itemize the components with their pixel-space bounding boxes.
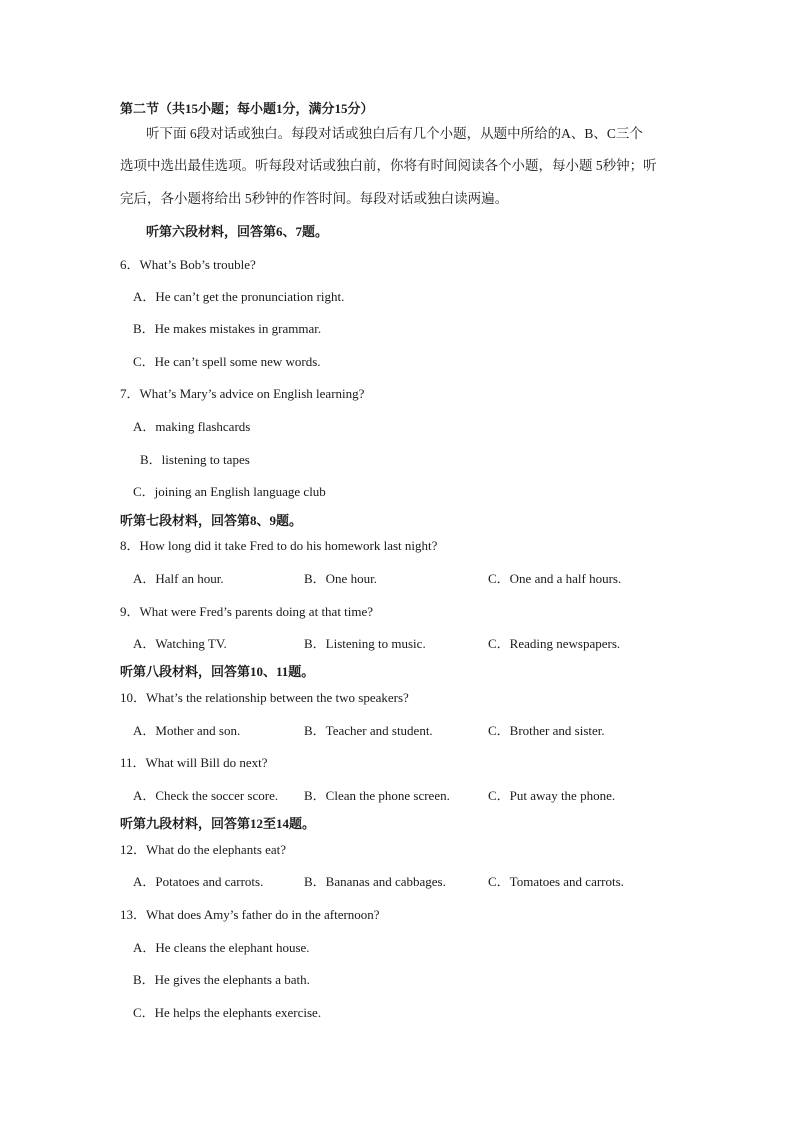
question-13-stem: 13．What does Amy’s father do in the afternoon? <box>120 907 380 922</box>
question-6-option-c: C．He can’t spell some new words. <box>133 354 321 369</box>
question-9-option-a: A．Watching TV. <box>133 636 227 651</box>
question-6-option-a: A．He can’t get the pronunciation right. <box>133 289 345 304</box>
question-10-option-a: A．Mother and son. <box>133 723 241 738</box>
question-12-option-c: C．Tomatoes and carrots. <box>488 874 624 889</box>
question-11-option-c: C．Put away the phone. <box>488 788 616 803</box>
question-7-option-b: B．listening to tapes <box>140 452 250 467</box>
instruction-line-1: 听下面 6段对话或独白。每段对话或独白后有几个小题，从题中所给的A、B、C三个 <box>146 126 643 141</box>
question-11-option-a: A．Check the soccer score. <box>133 788 279 803</box>
question-10-option-b: B．Teacher and student. <box>304 723 433 738</box>
question-12-stem: 12．What do the elephants eat? <box>120 842 287 857</box>
question-7-option-c: C．joining an English language club <box>133 484 326 499</box>
question-7-option-a: A．making flashcards <box>133 419 251 434</box>
question-11-option-b: B．Clean the phone screen. <box>304 788 450 803</box>
question-9-stem: 9．What were Fred’s parents doing at that time? <box>120 604 374 619</box>
question-10-stem: 10．What’s the relationship between the two speakers? <box>120 690 409 705</box>
question-9-option-c: C．Reading newspapers. <box>488 636 621 651</box>
question-6-option-b: B．He makes mistakes in grammar. <box>133 321 322 336</box>
group-heading-9: 听第九段材料，回答第12至14题。 <box>120 816 316 831</box>
question-7-stem: 7．What’s Mary’s advice on English learning? <box>120 386 365 401</box>
question-10-option-c: C．Brother and sister. <box>488 723 605 738</box>
question-13-option-b: B．He gives the elephants a bath. <box>133 972 310 987</box>
question-8-option-c: C．One and a half hours. <box>488 571 622 586</box>
question-13-option-c: C．He helps the elephants exercise. <box>133 1005 322 1020</box>
question-8-option-b: B．One hour. <box>304 571 377 586</box>
question-8-stem: 8．How long did it take Fred to do his homework last night? <box>120 538 438 553</box>
instruction-line-3: 完后，各小题将给出 5秒钟的作答时间。每段对话或独白读两遍。 <box>120 191 509 206</box>
question-9-option-b: B．Listening to music. <box>304 636 426 651</box>
question-6-stem: 6．What’s Bob’s trouble? <box>120 257 256 272</box>
question-11-stem: 11．What will Bill do next? <box>120 755 268 770</box>
question-13-option-a: A．He cleans the elephant house. <box>133 940 310 955</box>
group-heading-7: 听第七段材料，回答第8、9题。 <box>120 513 303 528</box>
question-12-option-b: B．Bananas and cabbages. <box>304 874 446 889</box>
section-title: 第二节（共15小题；每小题1分，满分15分） <box>120 101 374 116</box>
group-heading-6: 听第六段材料，回答第6、7题。 <box>146 224 329 239</box>
question-8-option-a: A．Half an hour. <box>133 571 224 586</box>
question-12-option-a: A．Potatoes and carrots. <box>133 874 264 889</box>
instruction-line-2: 选项中选出最佳选项。听每段对话或独白前，你将有时间阅读各个小题，每小题 5秒钟；听 <box>120 158 657 173</box>
group-heading-8: 听第八段材料，回答第10、11题。 <box>120 664 315 679</box>
